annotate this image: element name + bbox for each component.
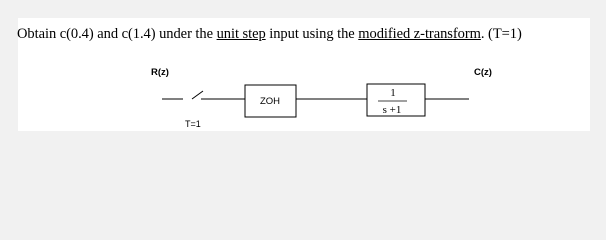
sampler-label: T=1 [185,119,201,129]
plant-denominator: s +1 [382,104,402,116]
term-unit-step: unit step [216,26,266,42]
zoh-label: ZOH [259,96,281,107]
sampler-switch [192,91,203,99]
question-prefix: Obtain c(0.4) and c(1.4) under the [17,26,217,42]
plant-numerator: 1 [390,87,396,99]
input-label: R(z) [151,67,169,78]
term-modified-z-transform: modified z-transform [358,26,481,42]
question-middle: input using the [265,26,359,42]
question-suffix: . (T=1) [480,26,522,42]
output-label: C(z) [474,67,492,78]
